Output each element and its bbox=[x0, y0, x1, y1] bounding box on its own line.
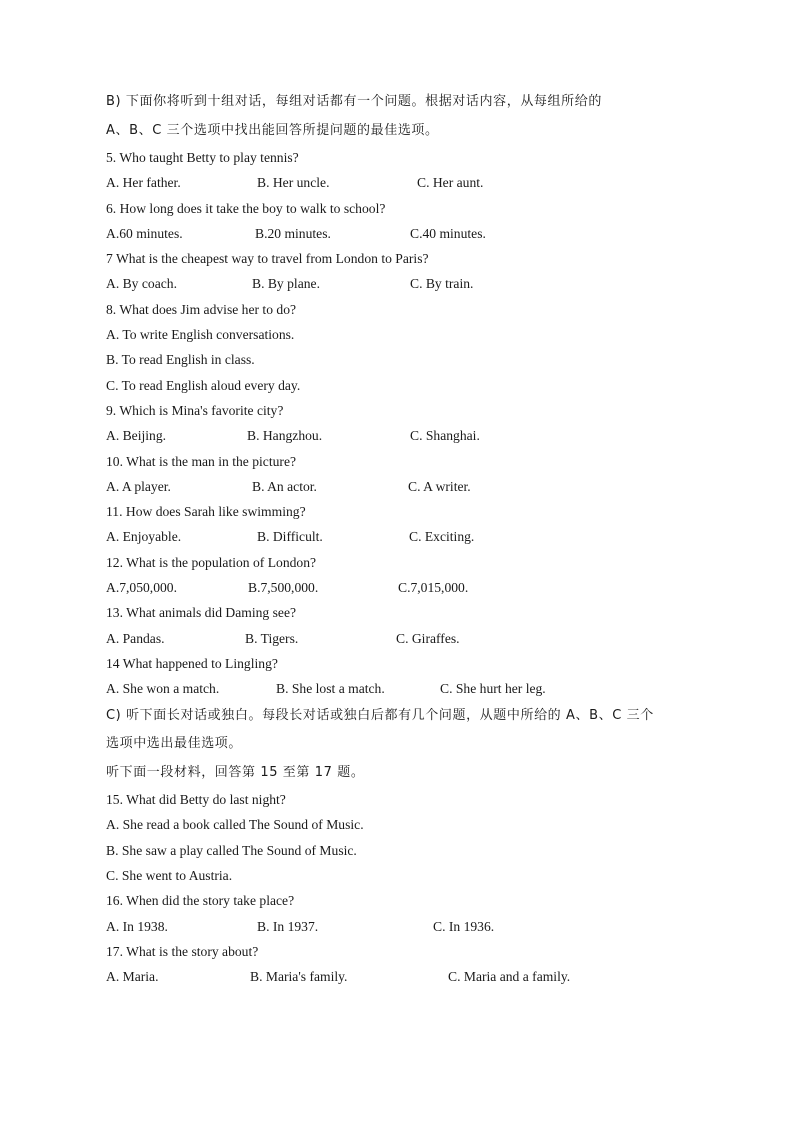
option-8b: B. To read English in class. bbox=[106, 352, 255, 368]
option-12b: B.7,500,000. bbox=[248, 580, 319, 596]
question-16: 16. When did the story take place? bbox=[106, 893, 295, 909]
section-b-heading-line2: A、B、C 三个选项中找出能回答所提问题的最佳选项。 bbox=[106, 122, 439, 138]
options-row-6 bbox=[106, 221, 706, 246]
option-17c: C. Maria and a family. bbox=[448, 969, 571, 985]
option-13c: C. Giraffes. bbox=[396, 630, 460, 646]
option-10b: B. An actor. bbox=[252, 478, 317, 494]
options-row-9 bbox=[106, 423, 706, 448]
question-11: 11. How does Sarah like swimming? bbox=[106, 504, 306, 520]
option-10a: A. A player. bbox=[106, 478, 171, 494]
question-6: 6. How long does it take the boy to walk to school? bbox=[106, 200, 386, 216]
options-row-12 bbox=[106, 575, 706, 600]
option-13b: B. Tigers. bbox=[245, 630, 299, 646]
option-11a: A. Enjoyable. bbox=[106, 529, 182, 545]
options-row-11 bbox=[106, 524, 706, 549]
option-15c: C. She went to Austria. bbox=[106, 867, 233, 883]
option-11b: B. Difficult. bbox=[257, 529, 323, 545]
options-row-7 bbox=[106, 271, 706, 296]
option-16b: B. In 1937. bbox=[257, 918, 319, 934]
option-7b: B. By plane. bbox=[252, 276, 320, 292]
option-8a: A. To write English conversations. bbox=[106, 327, 295, 343]
section-c-heading-line1: C) 听下面长对话或独白。每段长对话或独白后都有几个问题，从题中所给的 A、B、C 三个 bbox=[106, 707, 654, 723]
option-15b: B. She saw a play called The Sound of Music. bbox=[106, 842, 357, 858]
option-5a: A. Her father. bbox=[106, 175, 181, 191]
option-17b: B. Maria's family. bbox=[250, 969, 348, 985]
section-c-heading-line2: 选项中选出最佳选项。 bbox=[106, 736, 243, 752]
option-12a: A.7,050,000. bbox=[106, 580, 177, 596]
option-9b: B. Hangzhou. bbox=[247, 428, 323, 444]
question-10: 10. What is the man in the picture? bbox=[106, 453, 297, 469]
options-row-5 bbox=[106, 170, 706, 195]
question-5: 5. Who taught Betty to play tennis? bbox=[106, 150, 299, 165]
option-6c: C.40 minutes. bbox=[410, 225, 486, 241]
option-5b: B. Her uncle. bbox=[257, 175, 330, 191]
option-7a: A. By coach. bbox=[106, 276, 177, 292]
options-row-17 bbox=[106, 964, 706, 989]
options-row-14 bbox=[106, 676, 706, 701]
question-13: 13. What animals did Daming see? bbox=[106, 605, 297, 621]
option-12c: C.7,015,000. bbox=[398, 580, 469, 596]
question-7: 7 What is the cheapest way to travel from London to Paris? bbox=[106, 251, 429, 267]
section-b-heading-line1: B) 下面你将听到十组对话，每组对话都有一个问题。根据对话内容，从每组所给的 bbox=[106, 94, 602, 109]
section-c-instruction: 听下面一段材料，回答第 15 至第 17 题。 bbox=[106, 764, 365, 780]
options-row-16 bbox=[106, 914, 706, 939]
option-5c: C. Her aunt. bbox=[417, 175, 484, 191]
question-14: 14 What happened to Lingling? bbox=[106, 655, 278, 671]
options-row-10 bbox=[106, 474, 706, 499]
exam-page bbox=[106, 88, 706, 989]
question-9: 9. Which is Mina's favorite city? bbox=[106, 402, 284, 418]
option-13a: A. Pandas. bbox=[106, 630, 165, 646]
option-17a: A. Maria. bbox=[106, 969, 159, 985]
option-14c: C. She hurt her leg. bbox=[440, 681, 546, 697]
option-11c: C. Exciting. bbox=[409, 529, 475, 545]
option-8c: C. To read English aloud every day. bbox=[106, 377, 301, 393]
option-10c: C. A writer. bbox=[408, 478, 471, 494]
option-16a: A. In 1938. bbox=[106, 918, 168, 934]
question-15: 15. What did Betty do last night? bbox=[106, 792, 286, 808]
option-6b: B.20 minutes. bbox=[255, 225, 331, 241]
option-14b: B. She lost a match. bbox=[276, 681, 385, 697]
question-17: 17. What is the story about? bbox=[106, 943, 259, 959]
option-9a: A. Beijing. bbox=[106, 428, 167, 444]
option-6a: A.60 minutes. bbox=[106, 225, 183, 241]
option-15a: A. She read a book called The Sound of Music. bbox=[106, 817, 364, 833]
option-16c: C. In 1936. bbox=[433, 918, 495, 934]
option-7c: C. By train. bbox=[410, 276, 474, 292]
question-8: 8. What does Jim advise her to do? bbox=[106, 301, 297, 317]
option-9c: C. Shanghai. bbox=[410, 428, 480, 444]
question-12: 12. What is the population of London? bbox=[106, 554, 317, 570]
option-14a: A. She won a match. bbox=[106, 681, 220, 697]
options-row-13 bbox=[106, 626, 706, 651]
